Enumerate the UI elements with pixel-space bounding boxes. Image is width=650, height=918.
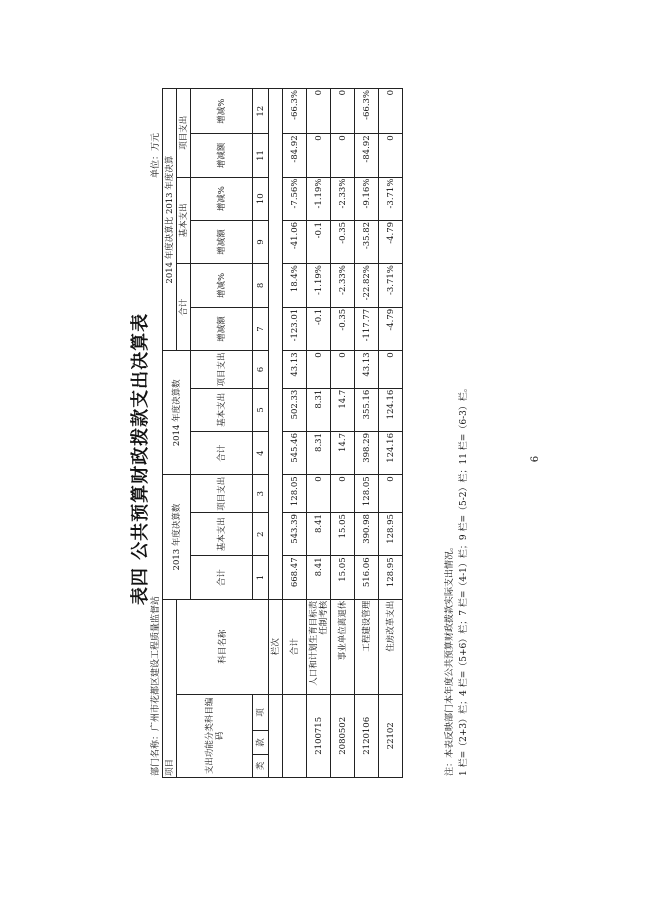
row-value: 398.29	[355, 432, 379, 475]
row-name: 事业单位离退休	[331, 599, 355, 694]
page-number: 6	[530, 455, 541, 463]
header-2013-basic: 基本支出	[191, 513, 253, 556]
row-value: -0.35	[331, 220, 355, 263]
header-pct-2: 增减%	[191, 177, 253, 220]
row-value: -22.82%	[355, 264, 379, 308]
header-compare: 2014 年度决算比 2013 年度决算	[163, 89, 177, 351]
row-value: -0.1	[307, 220, 331, 263]
row-value: 0	[331, 89, 355, 134]
row-value: 0	[331, 351, 355, 388]
row-value: 128.05	[283, 475, 307, 513]
row-value: -9.16%	[355, 177, 379, 220]
footnote-line-2: 1 栏=（2+3）栏；4 栏=（5+6）栏；7 栏=（4-1）栏；9 栏=（5-2）栏；11 栏=（6-3）栏。	[459, 383, 469, 776]
row-value: 0	[379, 134, 403, 177]
row-value: -123.01	[283, 307, 307, 351]
row-value: 15.05	[331, 556, 355, 599]
row-name: 合计	[283, 599, 307, 694]
expenditure-table	[162, 88, 403, 778]
row-value: -3.71%	[379, 177, 403, 220]
header-delta-3: 增减额	[191, 134, 253, 177]
row-code: 22102	[379, 694, 403, 777]
row-value: 0	[379, 475, 403, 513]
table-row	[283, 89, 307, 778]
row-value: -84.92	[355, 134, 379, 177]
row-value: -2.33%	[331, 264, 355, 308]
page-title: 表四 公共预算财政拨款支出决算表	[130, 312, 151, 606]
header-cmp-proj: 项目支出	[177, 89, 191, 178]
footnote	[443, 383, 471, 776]
row-value: -66.3%	[283, 89, 307, 134]
row-value: 14.7	[331, 388, 355, 431]
row-value: 128.05	[355, 475, 379, 513]
row-value: 0	[307, 134, 331, 177]
row-value: -84.92	[283, 134, 307, 177]
row-code: 2120106	[355, 694, 379, 777]
col-num-8: 8	[253, 264, 269, 308]
row-value: 545.46	[283, 432, 307, 475]
row-value: -0.1	[307, 307, 331, 351]
col-num-10: 10	[253, 177, 269, 220]
col-num-6: 6	[253, 351, 269, 388]
header-pct-3: 增减%	[191, 89, 253, 134]
header-project: 项目	[163, 599, 177, 777]
row-value: 124.16	[379, 388, 403, 431]
header-cmp-basic: 基本支出	[177, 177, 191, 264]
table-row	[379, 89, 403, 778]
header-2014-basic: 基本支出	[191, 388, 253, 431]
table-row	[355, 89, 379, 778]
header-2013: 2013 年度决算数	[163, 475, 191, 599]
col-num-4: 4	[253, 432, 269, 475]
col-num-11: 11	[253, 134, 269, 177]
row-value: 8.31	[307, 432, 331, 475]
footnote-line-1: 注：本表反映部门本年度公共预算财政拨款实际支出情况。	[445, 541, 455, 776]
row-code: 2080502	[331, 694, 355, 777]
row-value: 516.06	[355, 556, 379, 599]
row-value: 15.05	[331, 513, 355, 556]
row-value: 0	[379, 351, 403, 388]
header-2014: 2014 年度决算数	[163, 351, 191, 475]
row-value: 0	[331, 475, 355, 513]
header-2013-proj: 项目支出	[191, 475, 253, 513]
row-value: -2.33%	[331, 177, 355, 220]
header-name: 科目名称	[177, 599, 269, 694]
row-value: -4.79	[379, 307, 403, 351]
row-value: 18.4%	[283, 264, 307, 308]
header-kuan: 款	[253, 731, 269, 754]
table-row	[307, 89, 331, 778]
row-value: 0	[379, 89, 403, 134]
header-delta-2: 增减额	[191, 220, 253, 263]
row-value: -117.77	[355, 307, 379, 351]
col-num-3: 3	[253, 475, 269, 513]
row-value: -1.19%	[307, 177, 331, 220]
row-value: 43.13	[355, 351, 379, 388]
row-value: 0	[307, 475, 331, 513]
row-value: 124.16	[379, 432, 403, 475]
row-value: 502.33	[283, 388, 307, 431]
row-value: 390.98	[355, 513, 379, 556]
header-cmp-total: 合计	[177, 264, 191, 351]
row-code	[283, 694, 307, 777]
row-value: 543.39	[283, 513, 307, 556]
row-value: 355.16	[355, 388, 379, 431]
row-value: -1.19%	[307, 264, 331, 308]
row-value: 8.41	[307, 556, 331, 599]
col-num-7: 7	[253, 307, 269, 351]
row-value: -3.71%	[379, 264, 403, 308]
row-value: -4.79	[379, 220, 403, 263]
row-value: 128.95	[379, 513, 403, 556]
row-value: 0	[331, 134, 355, 177]
col-num-5: 5	[253, 388, 269, 431]
row-value: -35.82	[355, 220, 379, 263]
row-code: 2100715	[307, 694, 331, 777]
row-value: -7.56%	[283, 177, 307, 220]
row-value: 0	[307, 89, 331, 134]
department-name: 部门名称：广州市花都区建设工程质量监督站	[151, 595, 161, 776]
col-num-1: 1	[253, 556, 269, 599]
row-value: 668.47	[283, 556, 307, 599]
col-num-2: 2	[253, 513, 269, 556]
row-value: 8.31	[307, 388, 331, 431]
header-code: 支出功能分类科目编码	[177, 694, 253, 777]
table-row	[331, 89, 355, 778]
header-lei: 类	[253, 754, 269, 777]
row-value: -0.35	[331, 307, 355, 351]
row-name: 工程建设管理	[355, 599, 379, 694]
header-2014-total: 合计	[191, 432, 253, 475]
row-name: 人口和计划生育目标责任制考核	[307, 599, 331, 694]
row-name: 住房改革支出	[379, 599, 403, 694]
row-value: 43.13	[283, 351, 307, 388]
col-num-12: 12	[253, 89, 269, 134]
row-value: 14.7	[331, 432, 355, 475]
header-xiang: 项	[253, 694, 269, 731]
header-delta-1: 增减额	[191, 307, 253, 351]
row-value: 0	[307, 351, 331, 388]
row-value: -66.3%	[355, 89, 379, 134]
header-2013-total: 合计	[191, 556, 253, 599]
header-2014-proj: 项目支出	[191, 351, 253, 388]
row-value: -41.06	[283, 220, 307, 263]
row-lanci: 栏次	[269, 599, 283, 694]
row-value: 128.95	[379, 556, 403, 599]
unit-label: 单位：万元	[151, 132, 161, 178]
col-num-9: 9	[253, 220, 269, 263]
row-value: 8.41	[307, 513, 331, 556]
header-pct-1: 增减%	[191, 264, 253, 308]
